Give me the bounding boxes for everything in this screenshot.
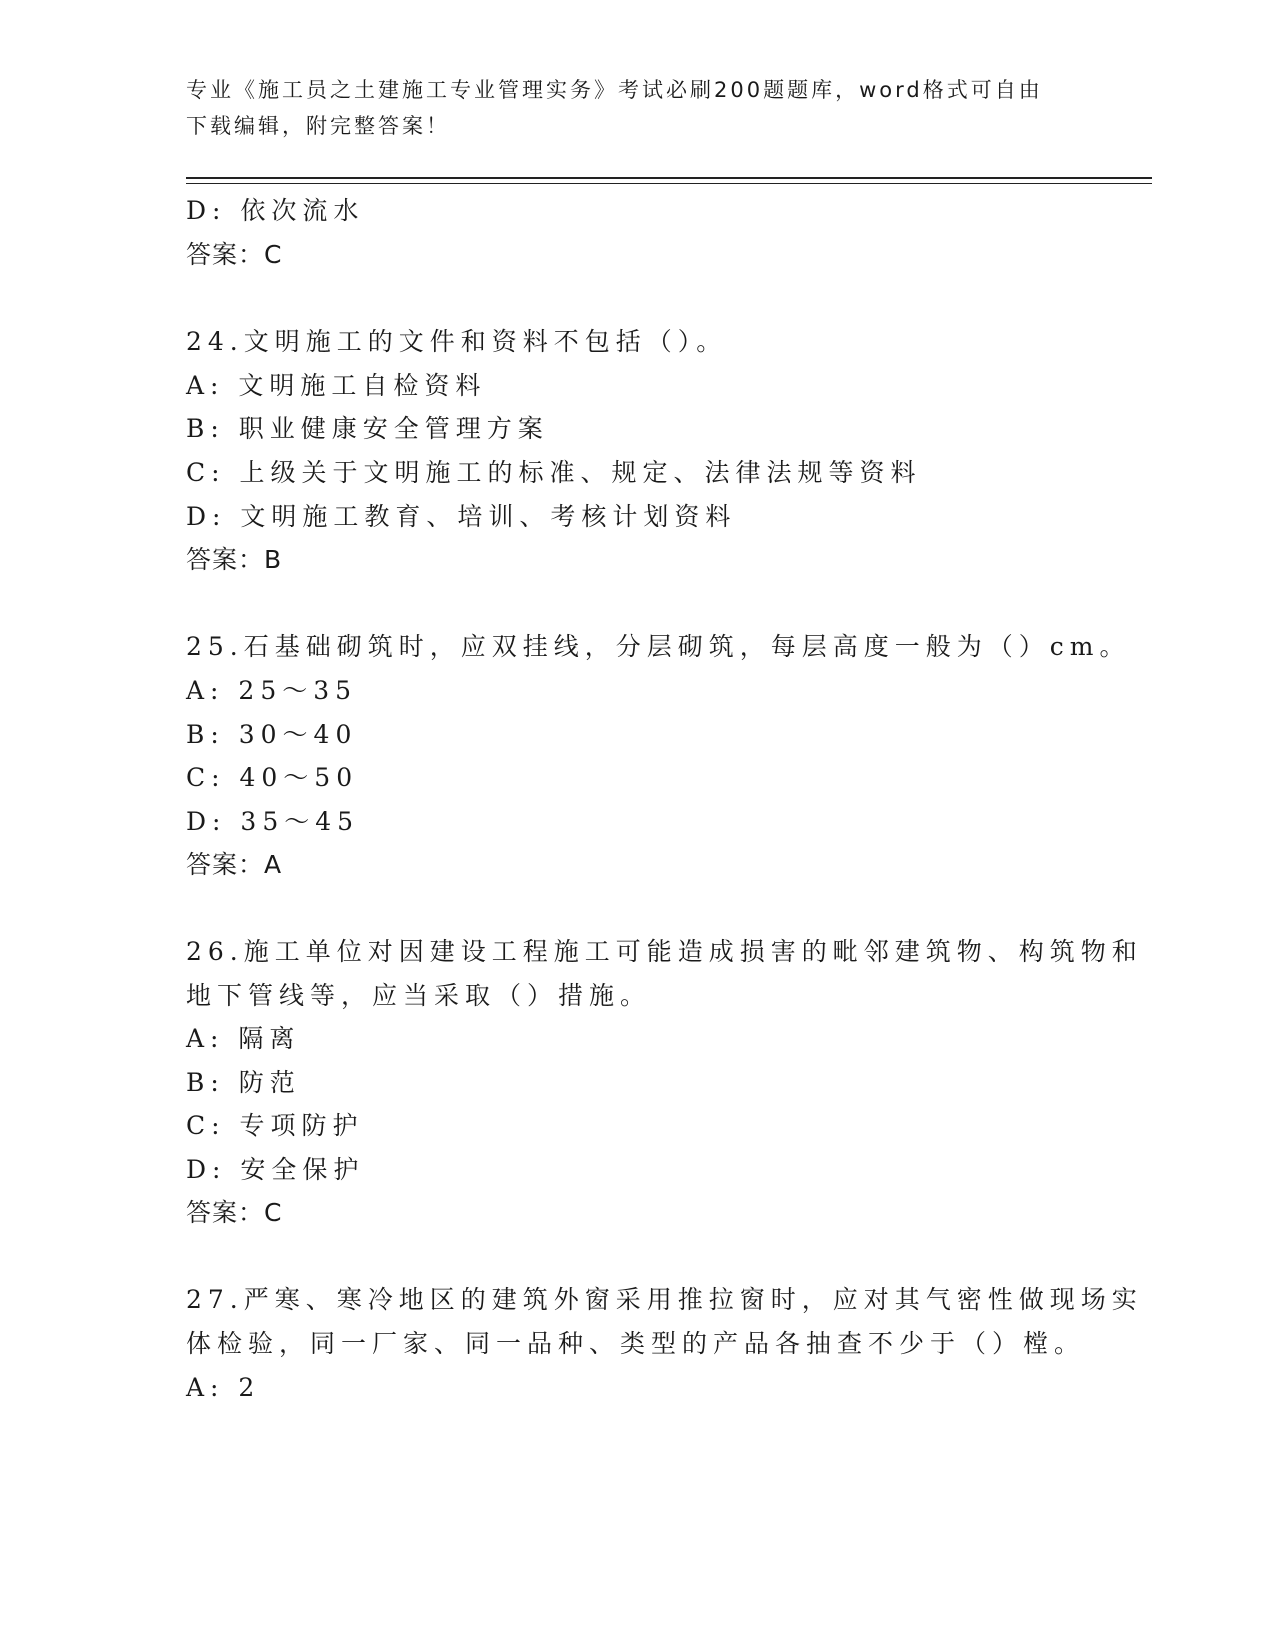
q24-option-c: C: 上级关于文明施工的标准、规定、法律法规等资料 xyxy=(186,458,922,487)
q23-option-d: D: 依次流水 xyxy=(186,196,365,225)
q26-option-c: C: 专项防护 xyxy=(186,1111,364,1140)
q26-stem-line-2: 地下管线等，应当采取（）措施。 xyxy=(186,981,652,1010)
header-line-2: 下载编辑，附完整答案！ xyxy=(186,114,450,138)
q25-option-d: D: 35～45 xyxy=(186,807,360,836)
q25-option-c: C: 40～50 xyxy=(186,763,359,792)
q27-option-a: A: 2 xyxy=(186,1373,261,1402)
q25-answer: 答案：A xyxy=(186,850,283,879)
q25-option-a: A: 25～35 xyxy=(186,676,358,705)
header-rule-thick xyxy=(186,177,1152,179)
q25-option-b: B: 30～40 xyxy=(186,720,358,749)
q27-stem-line-2: 体检验，同一厂家、同一品种、类型的产品各抽查不少于（）樘。 xyxy=(186,1329,1086,1358)
q24-stem: 24.文明施工的文件和资料不包括（）。 xyxy=(186,327,728,356)
q25-stem: 25.石基础砌筑时，应双挂线，分层砌筑，每层高度一般为（）cm。 xyxy=(186,632,1131,661)
q26-option-d: D: 安全保护 xyxy=(186,1155,365,1184)
q26-stem-line-1: 26.施工单位对因建设工程施工可能造成损害的毗邻建筑物、构筑物和 xyxy=(186,937,1143,966)
q26-option-b: B: 防范 xyxy=(186,1068,301,1097)
q26-answer: 答案：C xyxy=(186,1198,283,1227)
q23-answer: 答案：C xyxy=(186,240,283,269)
page-header xyxy=(186,72,1066,144)
q24-answer: 答案：B xyxy=(186,545,283,574)
q24-option-d: D: 文明施工教育、培训、考核计划资料 xyxy=(186,502,737,531)
q26-option-a: A: 隔离 xyxy=(186,1024,301,1053)
header-rule-thin xyxy=(186,183,1152,184)
q24-option-b: B: 职业健康安全管理方案 xyxy=(186,414,549,443)
q27-stem-line-1: 27.严寒、寒冷地区的建筑外窗采用推拉窗时，应对其气密性做现场实 xyxy=(186,1285,1143,1314)
q24-option-a: A: 文明施工自检资料 xyxy=(186,371,487,400)
header-line-1: 专业《施工员之土建施工专业管理实务》考试必刷200题题库，word格式可自由 xyxy=(186,78,1043,102)
